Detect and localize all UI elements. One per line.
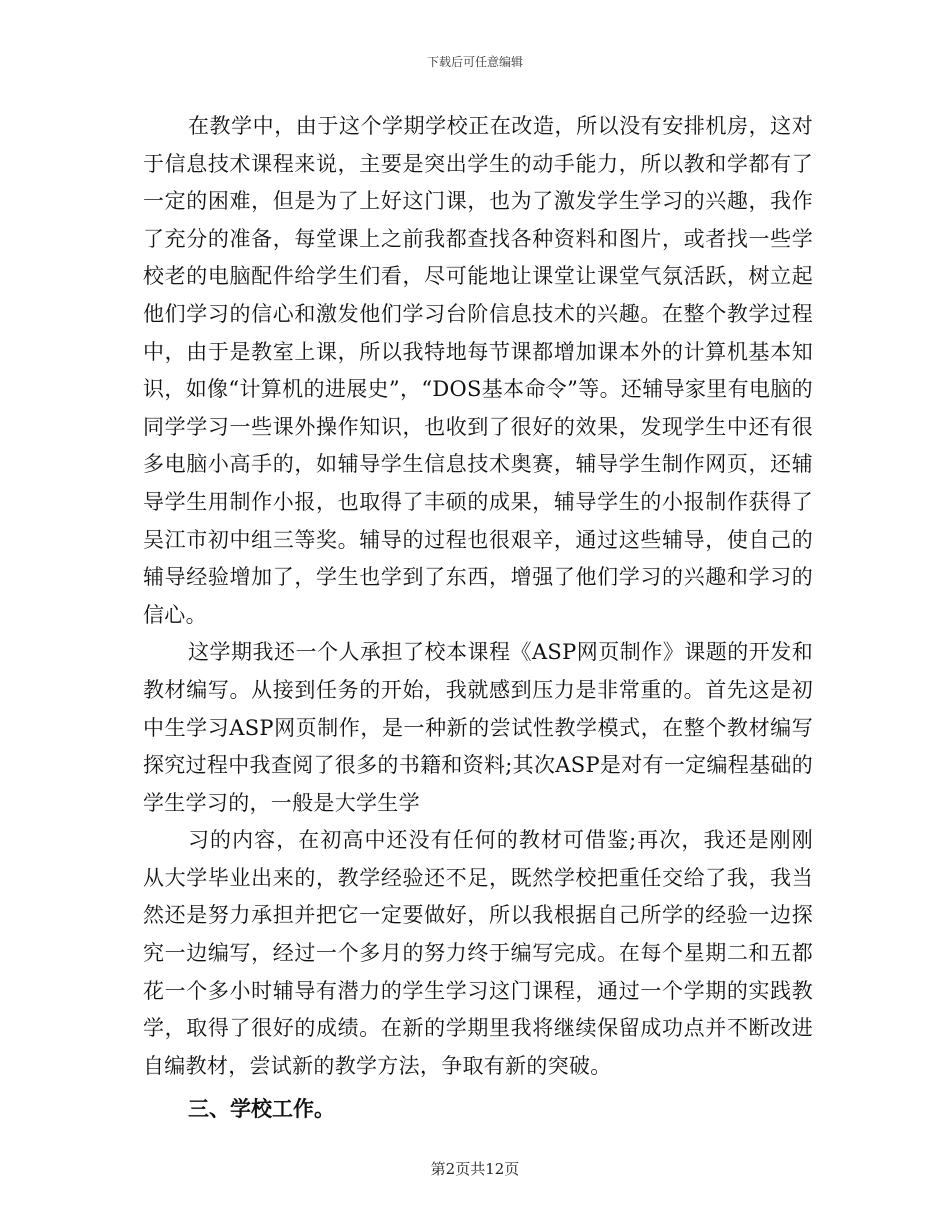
paragraph-asp-continued: 习的内容，在初高中还没有任何的教材可借鉴;再次，我还是刚刚从大学毕业出来的，教学经验还不足，既然学校把重任交给了我，我当然还是努力承担并把它一定要做好，所以我根据自己所学的经验一边探究一边编写，经过一个多月的努力终于编写完成。在每个星期二和五都花一个多小时辅导有潜力的学生学习这门课程，通过一个学期的实践教学，取得了很好的成绩。在新的学期里我将继续保留成功点并不断改进自编教材，尝试新的教学方法，争取有新的突破。 [143, 828, 813, 1078]
page-header-note: 下载后可任意编辑 [426, 55, 523, 69]
paragraph-asp-course: 这学期我还一个人承担了校本课程《ASP网页制作》课题的开发和教材编写。从接到任务的开始，我就感到压力是非常重的。首先这是初中生学习ASP网页制作，是一种新的尝试性教学模式，在整个教材编写探究过程中我查阅了很多的书籍和资料;其次ASP是对有一定编程基础的学生学习的，一般是大学生学 [143, 640, 813, 815]
section-heading: 三、学校工作。 [188, 1097, 335, 1122]
paragraph-teaching: 在教学中，由于这个学期学校正在改造，所以没有安排机房，这对于信息技术课程来说，主要是突出学生的动手能力，所以教和学都有了一定的困难，但是为了上好这门课，也为了激发学生学习的兴趣，我作了充分的准备，每堂课上之前我都查找各种资料和图片，或者找一些学校老的电脑配件给学生们看，尽可能地让课堂让课堂气氛活跃，树立起他们学习的信心和激发他们学习台阶信息技术的兴趣。在整个教学过程中，由于是教室上课，所以我特地每节课都增加课本外的计算机基本知识，如像“计算机的进展史”，“DOS基本命令”等。还辅导家里有电脑的同学学习一些课外操作知识，也收到了很好的效果，发现学生中还有很多电脑小高手的，如辅导学生信息技术奥赛，辅导学生制作网页，还辅导学生用制作小报，也取得了丰硕的成果，辅导学生的小报制作获得了吴江市初中组三等奖。辅导的过程也很艰辛，通过这些辅导，使自己的辅导经验增加了，学生也学到了东西，增强了他们学习的兴趣和学习的信心。 [143, 114, 813, 627]
document-body [143, 108, 813, 1128]
page-number: 第2页共12页 [430, 1160, 520, 1178]
